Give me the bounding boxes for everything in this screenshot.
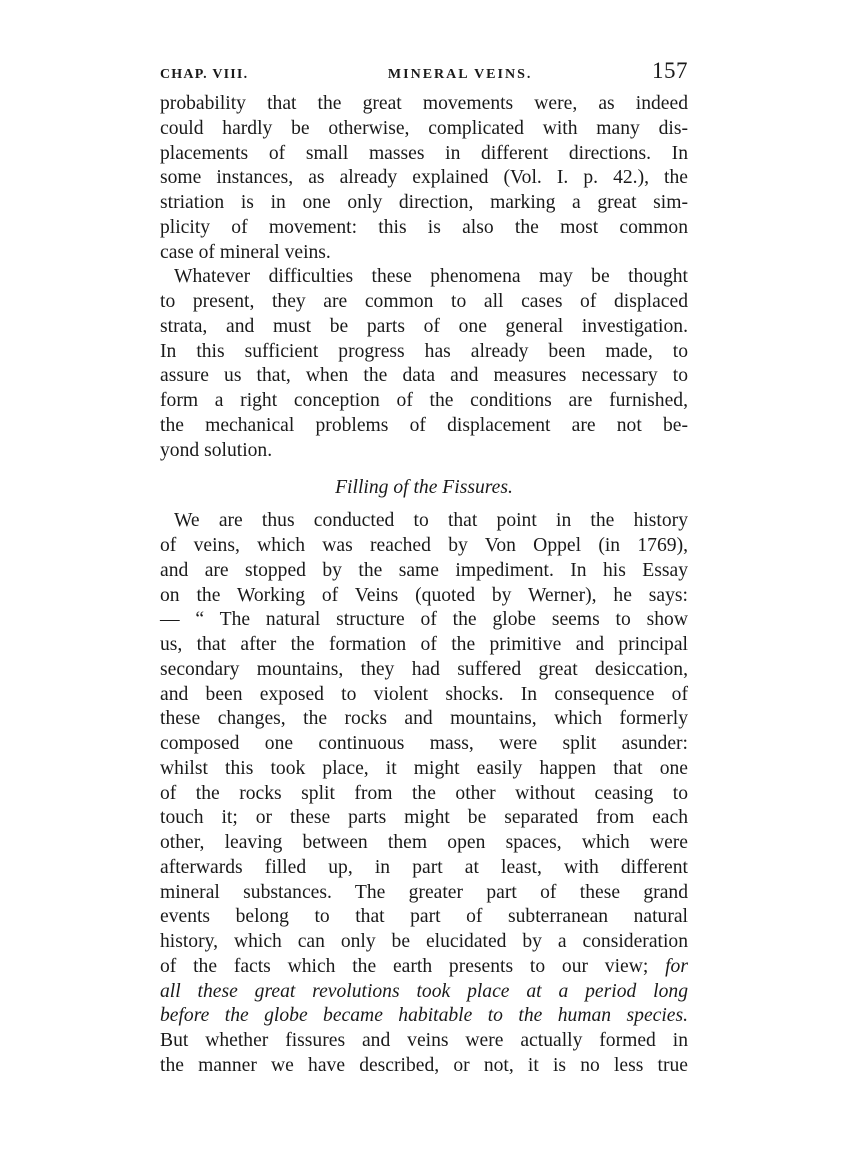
- book-page: [160, 58, 688, 1079]
- text-line: some instances, as already explained (Vol. I. p. 42.), the: [160, 167, 688, 189]
- italic-line: before the globe became habitable to the human species.: [160, 1005, 688, 1027]
- text-line: mineral substances. The greater part of these grand: [160, 881, 688, 903]
- text-line: other, leaving between them open spaces, which were: [160, 832, 688, 853]
- text-line: of veins, which was reached by Von Oppel (in 1769),: [160, 535, 688, 556]
- text-line: of the rocks split from the other without ceasing to: [160, 782, 688, 804]
- text-line: — “ The natural structure of the globe seems to show: [160, 609, 688, 631]
- italic-line: all these great revolutions took place at a period long: [160, 980, 688, 1002]
- text-line: touch it; or these parts might be separated from each: [160, 807, 688, 829]
- paragraph-2: [160, 265, 688, 463]
- text-line: plicity of movement: this is also the most common: [160, 216, 688, 238]
- text-line: form a right conception of the conditions are furnished,: [160, 390, 688, 411]
- text-line: probability that the great movements were, as indeed: [160, 93, 688, 114]
- text-line: case of mineral veins.: [160, 241, 331, 263]
- italic-text: for: [665, 955, 688, 977]
- section-heading: Filling of the Fissures.: [335, 477, 513, 499]
- text-line: composed one continuous mass, were split asunder:: [160, 733, 688, 754]
- text-line: us, that after the formation of the primitive and principal: [160, 634, 688, 655]
- text-line: We are thus conducted to that point in the history: [174, 510, 688, 532]
- text-line-part: of the facts which the earth presents to our view;: [160, 955, 649, 977]
- paragraph-1: [160, 92, 688, 265]
- text-line: afterwards filled up, in part at least, with different: [160, 856, 688, 878]
- text-line: the manner we have described, or not, it is no less true: [160, 1054, 688, 1076]
- text-line: history, which can only be elucidated by a consideration: [160, 931, 688, 952]
- text-line: Whatever difficulties these phenomena may be thought: [174, 266, 688, 288]
- text-line: assure us that, when the data and measures necessary to: [160, 365, 688, 387]
- text-line: events belong to that part of subterranean natural: [160, 906, 688, 928]
- text-line: yond solution.: [160, 439, 273, 461]
- text-line: to present, they are common to all cases of displaced: [160, 291, 688, 312]
- text-line: on the Working of Veins (quoted by Werner), he says:: [160, 584, 688, 606]
- text-line: these changes, the rocks and mountains, which formerly: [160, 708, 688, 730]
- text-line: and are stopped by the same impediment. In his Essay: [160, 559, 688, 581]
- text-line: secondary mountains, they had suffered great desiccation,: [160, 658, 688, 680]
- text-line: But whether fissures and veins were actually formed in: [160, 1030, 688, 1051]
- text-line: whilst this took place, it might easily happen that one: [160, 757, 688, 779]
- page-number: 157: [652, 58, 688, 83]
- chapter-label: CHAP. VIII.: [160, 67, 249, 82]
- text-line: strata, and must be parts of one general investigation.: [160, 315, 688, 337]
- text-line: In this sufficient progress has already been made, to: [160, 340, 688, 362]
- text-line: could hardly be otherwise, complicated with many dis-: [160, 117, 688, 139]
- text-line: striation is in one only direction, marking a great sim-: [160, 192, 688, 213]
- text-line: and been exposed to violent shocks. In consequence of: [160, 683, 688, 705]
- running-title: MINERAL VEINS.: [387, 67, 533, 82]
- text-line: [160, 955, 688, 980]
- paragraph-3: [160, 509, 688, 1078]
- running-head: [160, 58, 688, 92]
- text-line: placements of small masses in different directions. In: [160, 142, 688, 164]
- text-line: the mechanical problems of displacement are not be-: [160, 414, 688, 436]
